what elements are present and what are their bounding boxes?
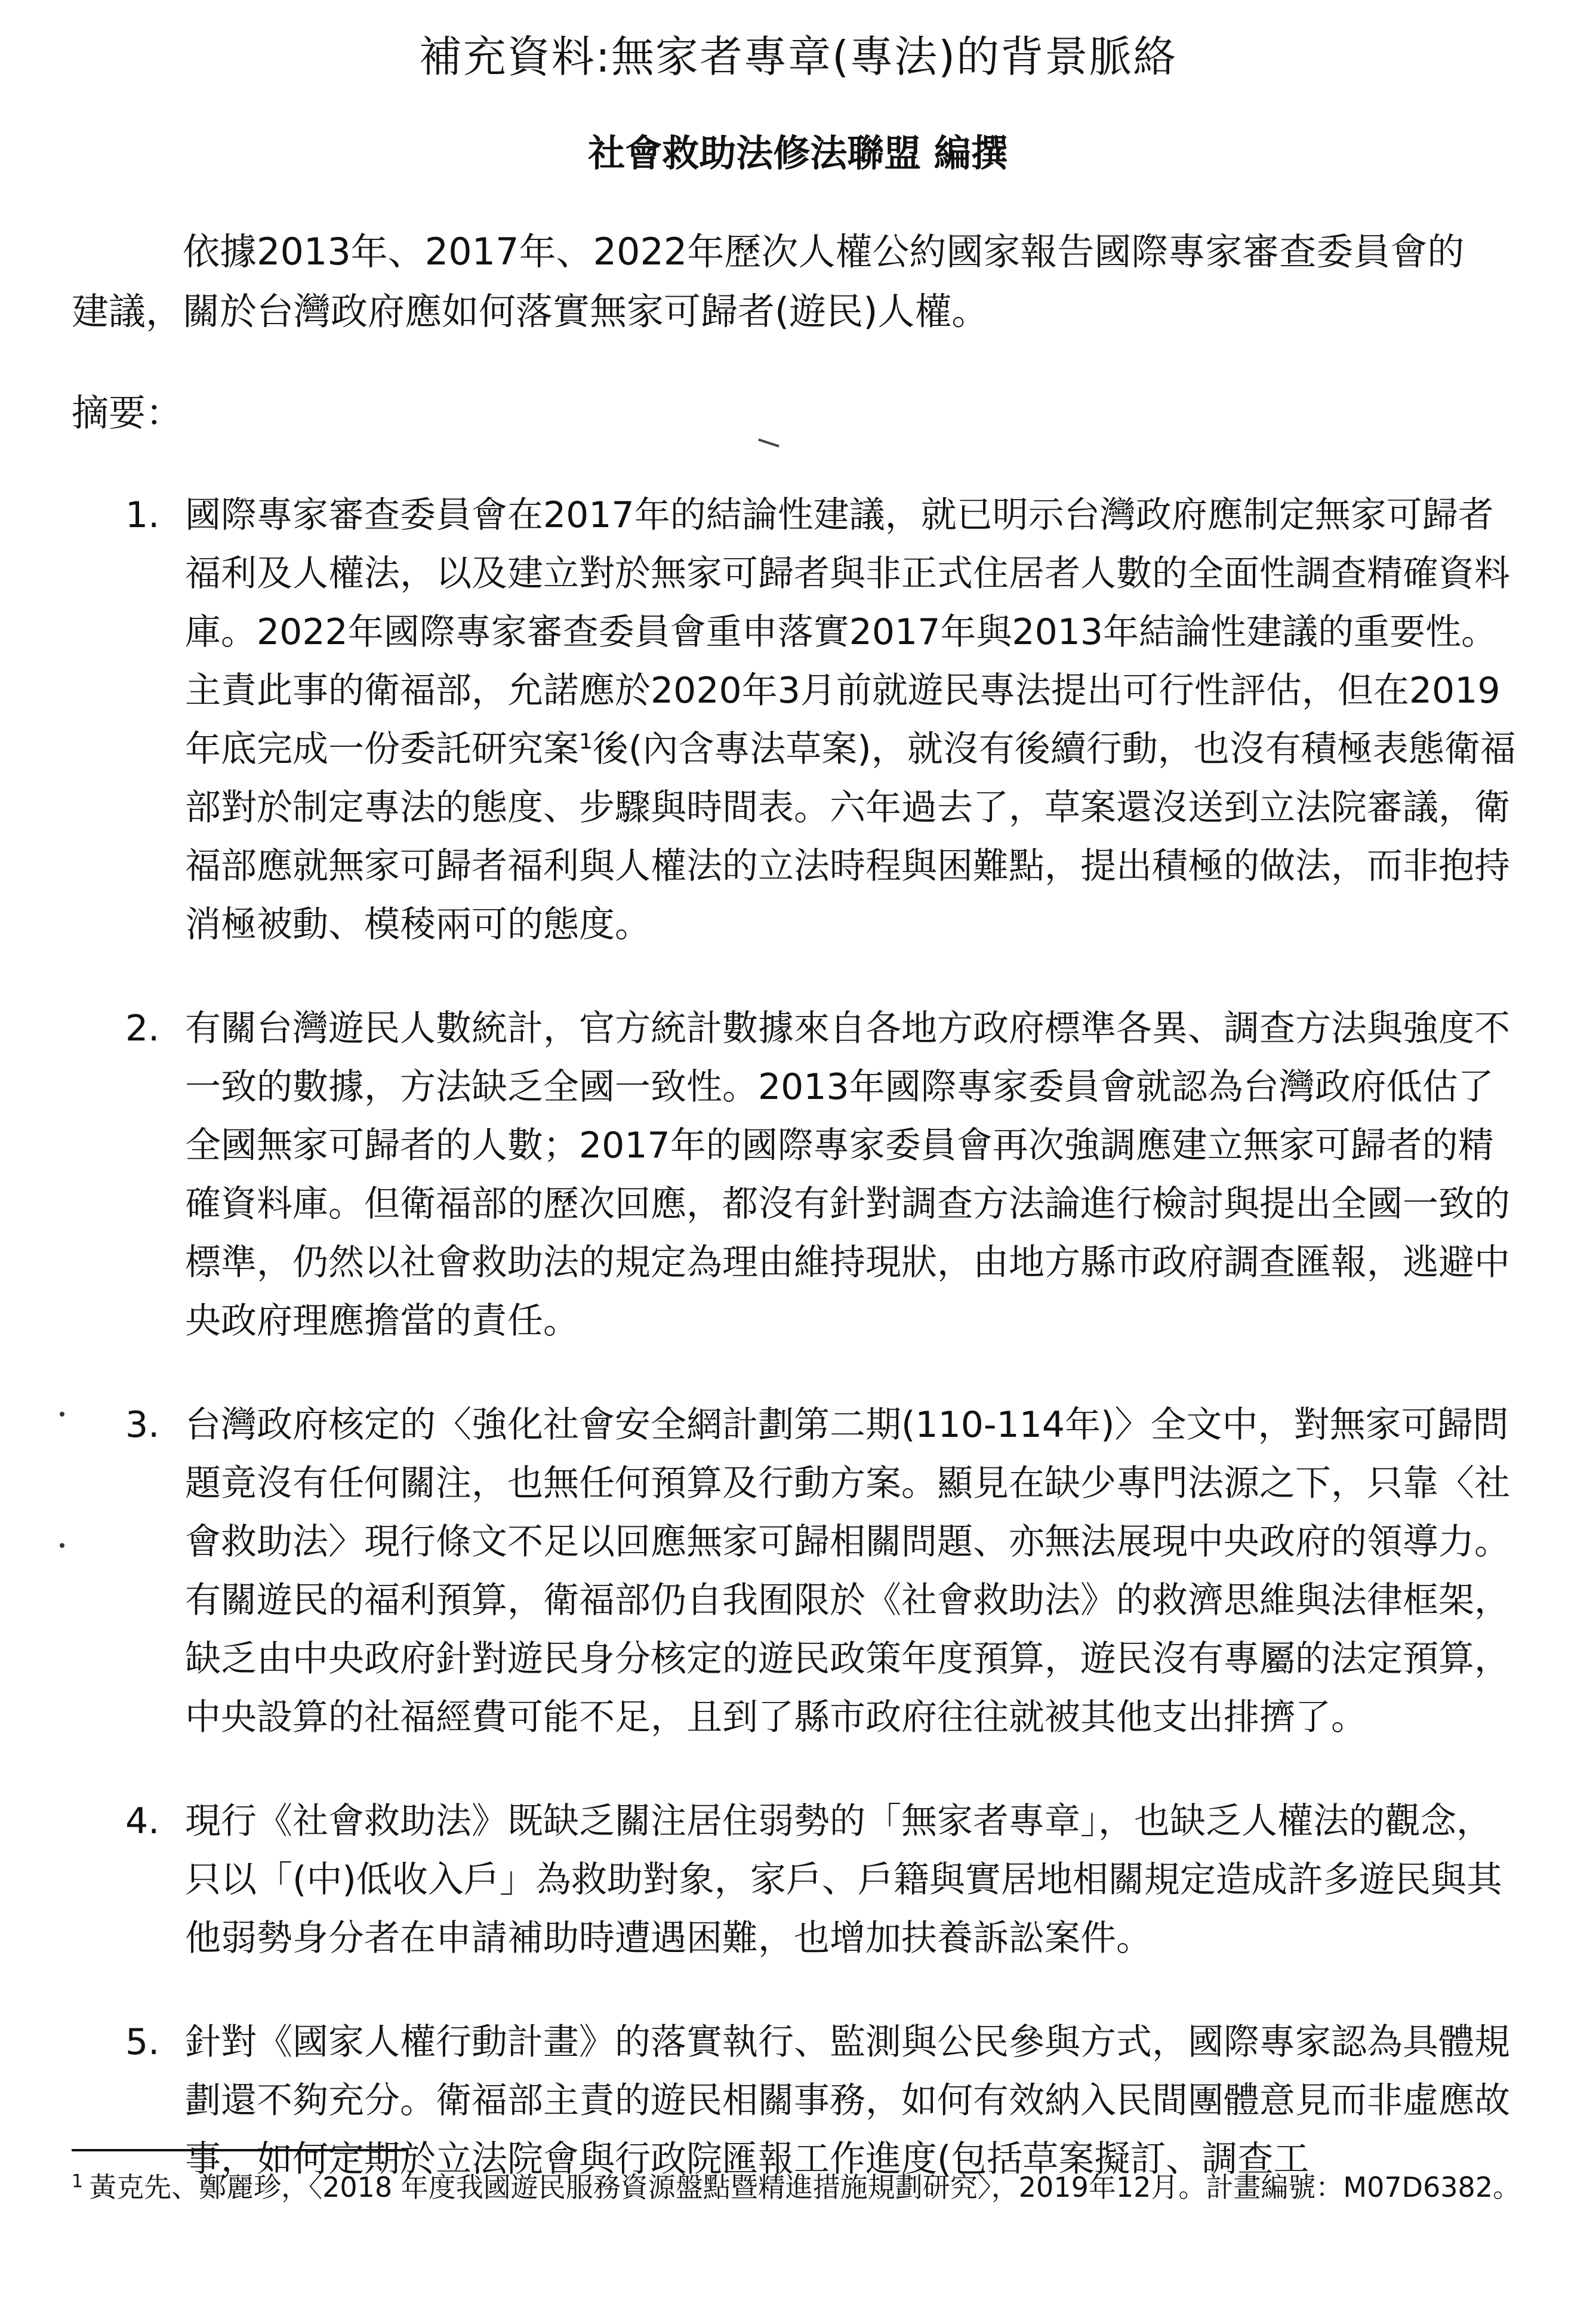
scan-artifact bbox=[60, 1543, 64, 1548]
item-number: 4. bbox=[125, 1800, 160, 1842]
item-text-continued: 後(內含專法草案)，就沒有後續行動，也沒有積極表態衛福部對於制定專法的態度、步驟與時間表。六年過去了，草案還沒送到立法院審議，衛福部應就無家可歸者福利與人權法的立法時程與困難點，提出積極的做法，而非抱持消極被動、模稜兩可的態度。 bbox=[185, 728, 1516, 946]
footnote-marker: 1 bbox=[72, 2170, 84, 2192]
item-number: 1. bbox=[125, 494, 160, 536]
summary-item-3 bbox=[125, 1396, 1516, 1747]
summary-label: 摘要： bbox=[72, 391, 183, 435]
item-text: 針對《國家人權行動計畫》的落實執行、監測與公民參與方式，國際專家認為具體規劃還不夠充分。衛福部主責的遊民相關事務，如何有效納入民間團體意見而非虛應故事，如何定期於立法院會與行政院匯報工作進度(包括草案擬訂、調查工 bbox=[185, 2021, 1510, 2180]
intro-paragraph: 依據2013年、2017年、2022年歷次人權公約國家報告國際專家審查委員會的建議，關於台灣政府應如何落實無家可歸者(遊民)人權。 bbox=[72, 230, 1465, 333]
scan-artifact bbox=[60, 1412, 64, 1417]
item-number: 3. bbox=[125, 1404, 160, 1446]
item-text: 台灣政府核定的〈強化社會安全網計劃第二期(110-114年)〉全文中，對無家可歸問題竟沒有任何關注，也無任何預算及行動方案。顯見在缺少專門法源之下，只靠〈社會救助法〉現行條文不足以回應無家可歸相關問題、亦無法展現中央政府的領導力。有關遊民的福利預算，衛福部仍自我囿限於《社會救助法》的救濟思維與法律框架，缺乏由中央政府針對遊民身分核定的遊民政策年度預算，遊民沒有專屬的法定預算，中央設算的社福經費可能不足，且到了縣市政府往往就被其他支出排擠了。 bbox=[185, 1404, 1510, 1738]
item-text: 現行《社會救助法》既缺乏關注居住弱勢的「無家者專章」，也缺乏人權法的觀念，只以「(中)低收入戶」為救助對象，家戶、戶籍與實居地相關規定造成許多遊民與其他弱勢身分者在申請補助時遭遇困難，也增加扶養訴訟案件。 bbox=[185, 1800, 1502, 1959]
item-text: 有關台灣遊民人數統計，官方統計數據來自各地方政府標準各異、調查方法與強度不一致的數據，方法缺乏全國一致性。2013年國際專家委員會就認為台灣政府低估了全國無家可歸者的人數；2017年的國際專家委員會再次強調應建立無家可歸者的精確資料庫。但衛福部的歷次回應，都沒有針對調查方法論進行檢討與提出全國一致的標準，仍然以社會救助法的規定為理由維持現狀，由地方縣市政府調查匯報，逃避中央政府理應擔當的責任。 bbox=[185, 1008, 1510, 1342]
summary-item-2 bbox=[125, 999, 1516, 1350]
summary-item-1 bbox=[125, 486, 1516, 954]
footnote-reference[interactable]: 1 bbox=[579, 729, 593, 754]
document-title: 補充資料:無家者專章(專法)的背景脈絡 bbox=[418, 32, 1178, 82]
footnote bbox=[72, 2166, 1522, 2209]
item-number: 2. bbox=[125, 1008, 160, 1049]
item-number: 5. bbox=[125, 2021, 160, 2063]
summary-item-4 bbox=[125, 1792, 1516, 1968]
document-subtitle: 社會救助法修法聯盟 編撰 bbox=[588, 131, 1008, 175]
footnote-text: 黃克先、鄭麗珍，〈2018 年度我國遊民服務資源盤點暨精進措施規劃研究〉，2019年12月。計畫編號：M07D6382。 bbox=[89, 2171, 1521, 2203]
footnote-divider bbox=[72, 2149, 406, 2151]
summary-list bbox=[0, 486, 1596, 2188]
item-text: 國際專家審查委員會在2017年的結論性建議，就已明示台灣政府應制定無家可歸者福利及人權法，以及建立對於無家可歸者與非正式住居者人數的全面性調查精確資料庫。2022年國際專家審查委員會重申落實2017年與2013年結論性建議的重要性。主責此事的衛福部，允諾應於2020年3月前就遊民專法提出可行性評估，但在2019年底完成一份委託研究案 bbox=[185, 494, 1510, 770]
